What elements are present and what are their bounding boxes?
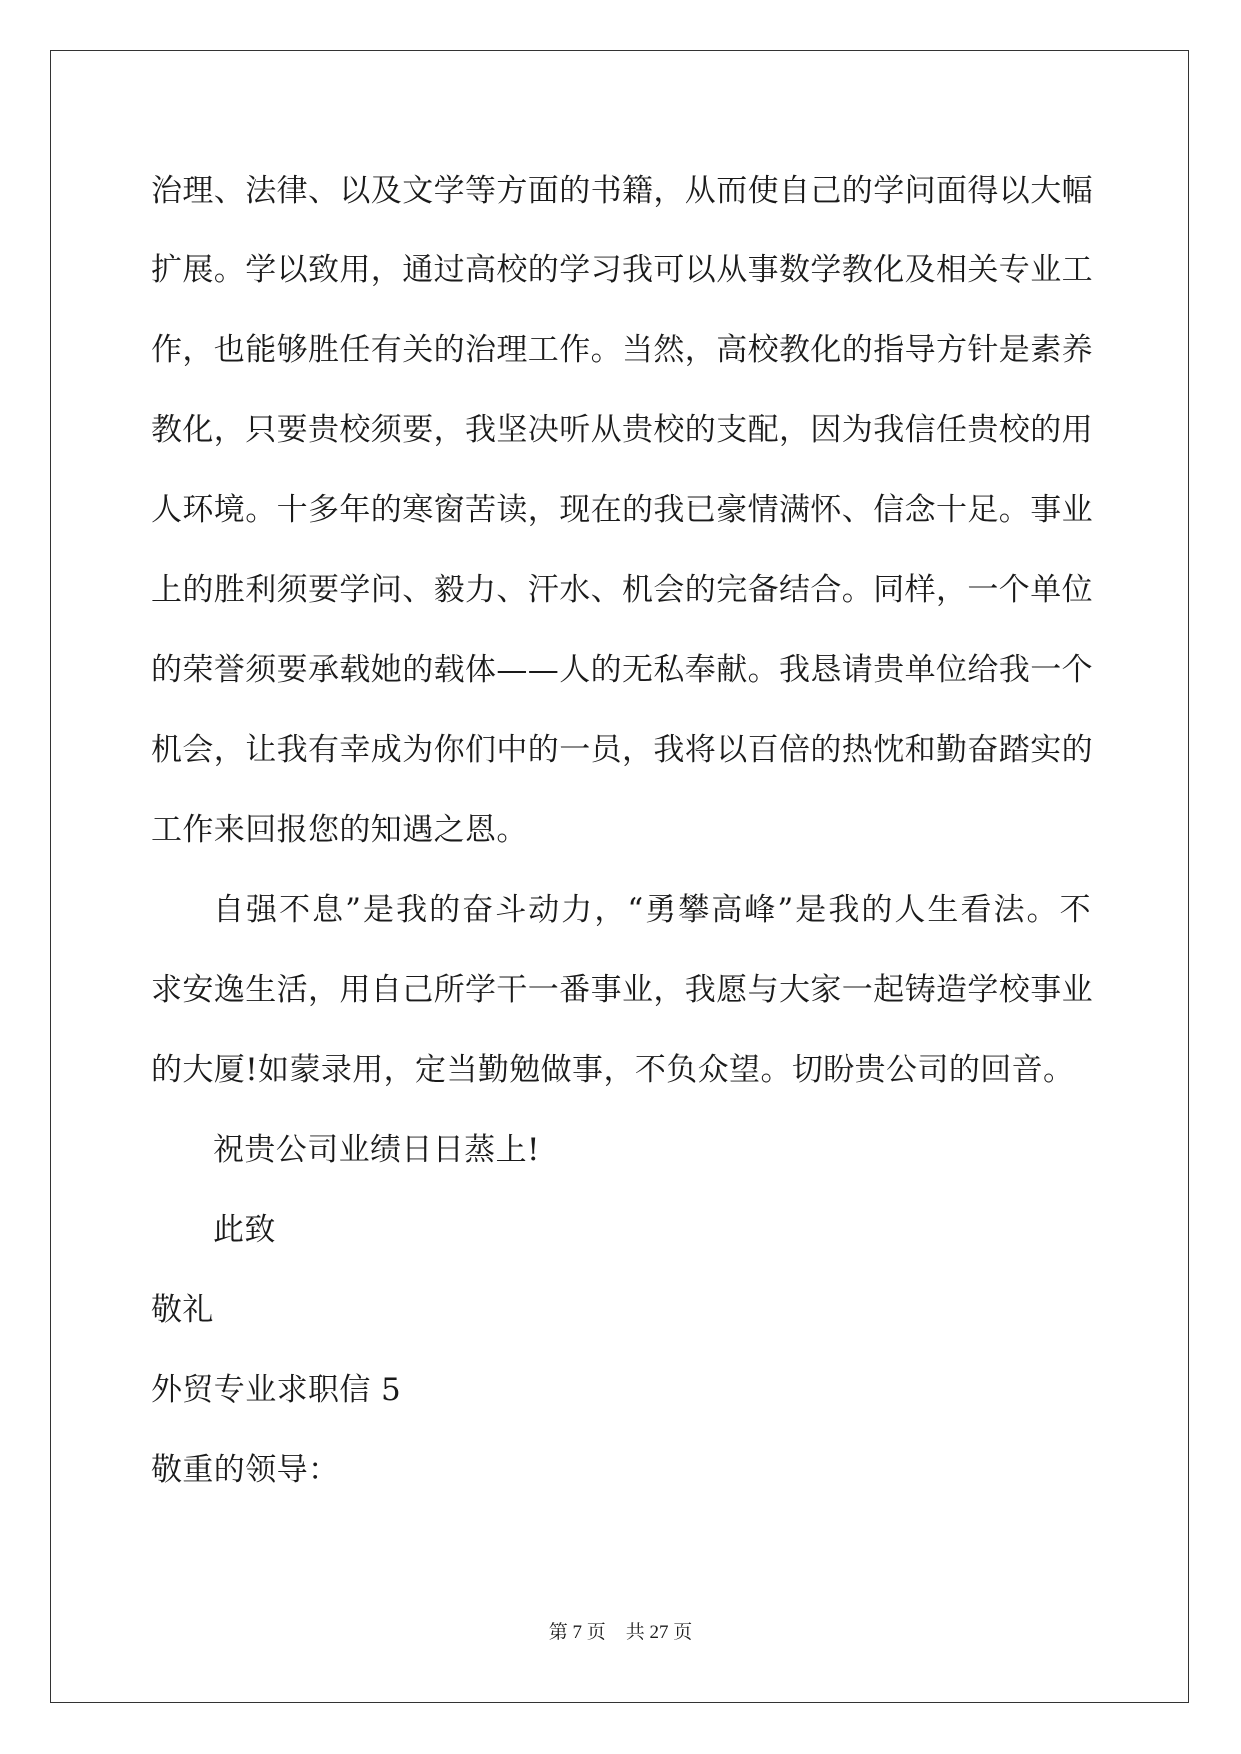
paragraph-2-line-2: 求安逸生活，用自己所学干一番事业，我愿与大家一起铸造学校事业: [151, 972, 1093, 1008]
body-line-8: 机会，让我有幸成为你们中的一员，我将以百倍的热忱和勤奋踏实的: [151, 732, 1093, 768]
body-line-3: 作，也能够胜任有关的治理工作。当然，高校教化的指导方针是素养: [151, 332, 1093, 368]
section-heading: 外贸专业求职信 5: [151, 1372, 402, 1408]
paragraph-2-line-1: 自强不息”是我的奋斗动力，“勇攀高峰”是我的人生看法。不: [213, 892, 1091, 928]
body-line-2: 扩展。学以致用，通过高校的学习我可以从事数学教化及相关专业工: [151, 252, 1093, 288]
page-total: 共 27 页: [625, 1622, 693, 1643]
body-line-7: 的荣誉须要承载她的载体——人的无私奉献。我恳请贵单位给我一个: [151, 652, 1093, 688]
page-footer: [0, 1621, 1241, 1645]
paragraph-2-line-3: 的大厦!如蒙录用，定当勤勉做事，不负众望。切盼贵公司的回音。: [151, 1052, 1075, 1088]
body-line-1: 治理、法律、以及文学等方面的书籍，从而使自己的学问面得以大幅: [151, 173, 1093, 209]
letter-greeting: 敬重的领导：: [151, 1452, 340, 1488]
closing-regards: 敬礼: [151, 1292, 214, 1328]
body-line-6: 上的胜利须要学问、毅力、汗水、机会的完备结合。同样，一个单位: [151, 572, 1093, 608]
body-line-4: 教化，只要贵校须要，我坚决听从贵校的支配，因为我信任贵校的用: [151, 412, 1093, 448]
closing-wish: 祝贵公司业绩日日蒸上!: [213, 1132, 540, 1168]
closing-salutation: 此致: [213, 1212, 276, 1248]
body-line-5: 人环境。十多年的寒窗苦读，现在的我已豪情满怀、信念十足。事业: [151, 492, 1093, 528]
body-line-9: 工作来回报您的知遇之恩。: [151, 812, 528, 848]
page-number: 第 7 页: [548, 1622, 606, 1643]
